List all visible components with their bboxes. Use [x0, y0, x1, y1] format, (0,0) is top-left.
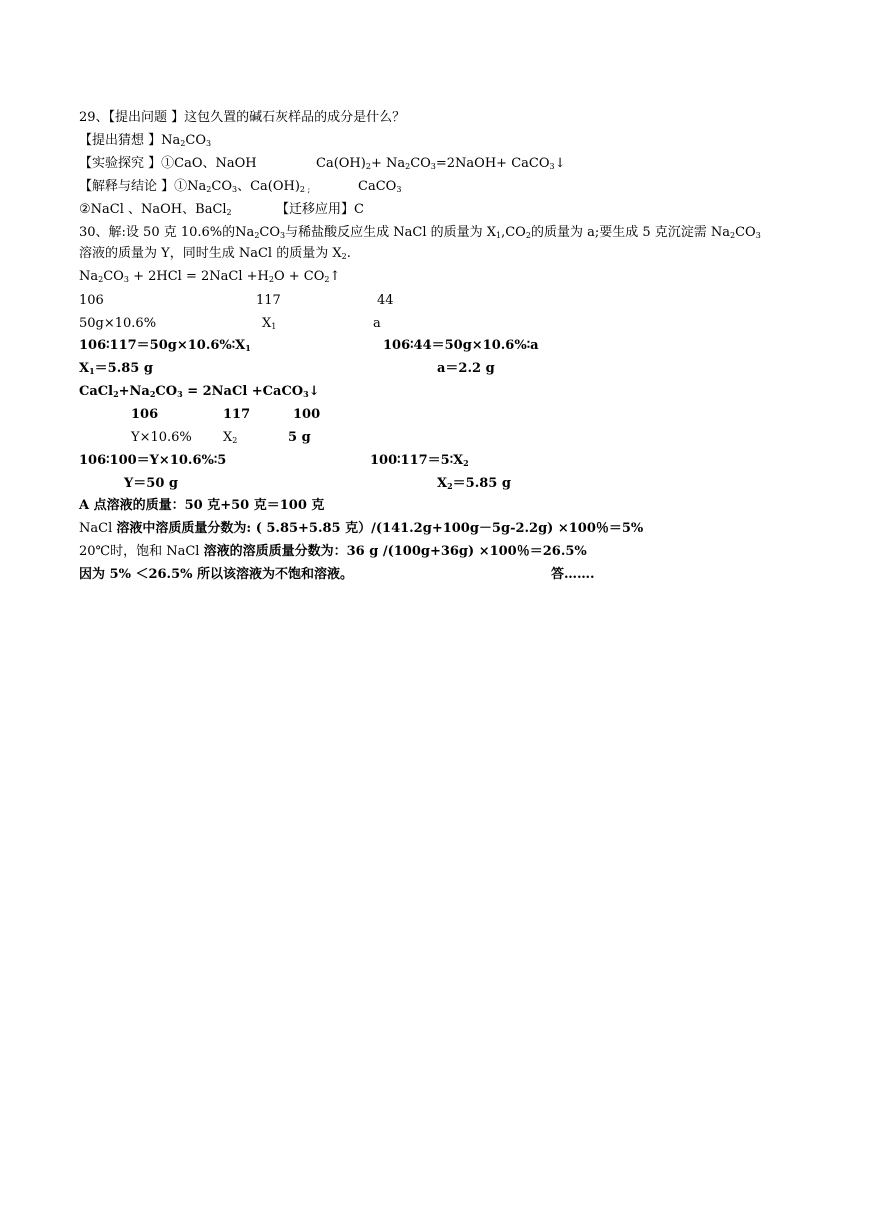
eq1-row-molar: 106 [79, 293, 104, 308]
answer: 答……. [551, 567, 595, 582]
eq2-row-molar-100: 100 [293, 407, 321, 422]
point-a-mass: A 点溶液的质量：50 克+50 克＝100 克 [79, 498, 325, 513]
q29-line5: ②NaCl 、NaOH、BaCl$_2$ 【迁移应用】C [79, 202, 364, 217]
equation-1: $Na_2CO_3 + 2HCl$ = 2NaCl $+H_2O$ + $CO_2↑$ [79, 269, 341, 284]
ratio-3: 106∶100＝Y×10.6%∶5 [79, 453, 227, 468]
eq2-row-molar-106: 106 [131, 407, 159, 422]
eq1-row-molar-117: 117 [256, 293, 281, 308]
q30-intro-line2: 溶液的质量为 Y，同时生成 NaCl 的质量为 $X_2$. [79, 246, 351, 261]
ratio-1: $106∶117=50g\times 10.6\%∶X_1$ [79, 338, 251, 353]
q29-line1: 29、【提出问题 】这包久置的碱石灰样品的成分是什么？ [79, 110, 406, 125]
eq2-row-x2: $X_2$ [223, 430, 238, 445]
q30-intro-line1: 30、解:设 50 克 10.6%的$Na_2CO_3$与稀盐酸反应生成 NaCl 的质量为 $X_1,CO_2$的质量为 a;要生成 5 克沉淀需 $Na_2CO_3$ [79, 225, 761, 240]
eq1-row-x1: $X_1$ [262, 316, 277, 331]
a-result: a＝2.2 g [437, 361, 495, 376]
q29-line2: 【提出猜想 】$Na_2CO_3$ [79, 133, 212, 148]
x2-result: $X_2=5.85$ g [437, 476, 511, 491]
x1-result: $X_1=5.85$ g [79, 361, 153, 376]
ratio-4: $100∶117=5∶X_2$ [370, 453, 469, 468]
conclusion: 因为 5% ＜26.5% 所以该溶液为不饱和溶液。 [79, 567, 353, 582]
saturated-fraction: 20℃时，饱和 NaCl 溶液的溶质质量分数为：36 g /(100g+36g) ×100％＝26.5% [79, 544, 587, 559]
q29-line3: 【实验探究 】①CaO、NaOH $Ca(OH)_2+$ $Na_2CO_3=2NaOH+$ CaCO$_3$↓ [79, 156, 566, 171]
mass-fraction: NaCl 溶液中溶质质量分数为: ( 5.85+5.85 克）/(141.2g+100g－5g-2.2g) ×100％＝5% [79, 521, 644, 536]
eq1-row-mass: 50g×10.6% [79, 316, 157, 331]
eq2-row-molar-117: 117 [223, 407, 251, 422]
eq1-row-a: a [373, 316, 381, 331]
q29-line4: 【解释与结论 】$①Na_2CO_3$、$Ca(OH)_{2 ;}$ CaCO$_3$ [79, 179, 402, 194]
eq2-row-y: Y×10.6% [131, 430, 192, 445]
equation-2: $CaCl_2+Na_2CO_3$ = 2NaCl +CaCO$_3$↓ [79, 384, 320, 399]
ratio-2: 106∶44＝50g×10.6%∶a [383, 338, 539, 353]
eq1-row-molar-44: 44 [377, 293, 394, 308]
y-result: Y＝50 g [124, 476, 178, 491]
eq2-row-5g: 5 g [288, 430, 311, 445]
